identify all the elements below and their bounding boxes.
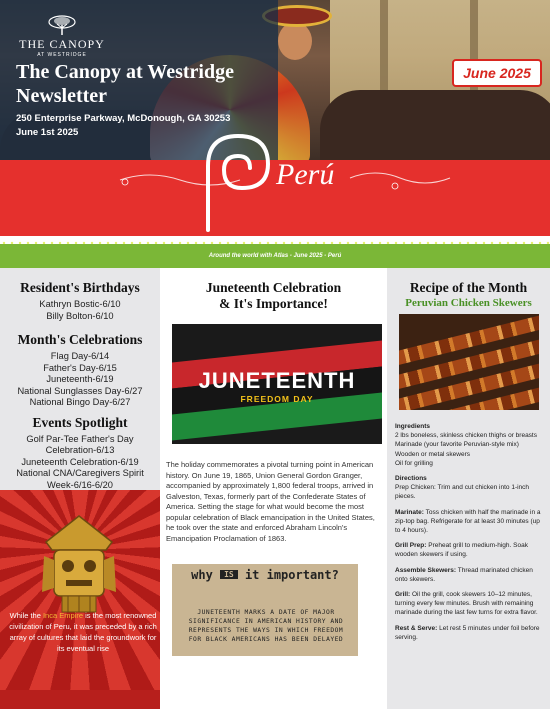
events-heading: Events Spotlight — [32, 414, 128, 430]
step-text: Prep Chicken: Trim and cut chicken into 1-inch pieces. — [395, 484, 530, 501]
peru-wordmark: Perú — [276, 158, 335, 191]
canopy-logo — [14, 14, 110, 58]
address: 250 Enterprise Parkway, McDonough, GA 30253 — [16, 113, 231, 124]
ingredient-item: Marinade (your favorite Peruvian-style mix) — [395, 441, 519, 449]
list-item: Golf Par-Tee Father's Day — [26, 433, 134, 444]
list-item: Celebration-6/13 — [45, 445, 115, 455]
skewers-photo — [399, 314, 539, 410]
juneteenth-body: The holiday commemorates a pivotal turning point in American history. On June 19, 1865, Union General Gordon Granger, accompanied by approximately 1,800 federal troops, arrived in Galveston, Texas, formerly part of the Confederate States of America. Setting the stage for what would become the most popular celebration of Black emancipation in the United States, he took over the state and enforced Abraham Lincoln's Emancipation Proclamation of 1863. — [166, 460, 375, 543]
juneteenth-heading-line1: Juneteenth Celebration — [205, 280, 342, 295]
list-item: Flag Day-6/14 — [50, 351, 110, 361]
why-heading: why IS it important? — [191, 568, 339, 582]
step-text: Preheat grill to medium-high. Soak wooden skewers if using. — [395, 542, 528, 559]
step-text: Toss chicken with half the marinade in a zip-top bag. Refrigerate for at least 30 minutes (up to 4 hours). — [395, 508, 541, 535]
step-label: Grill Prep: — [395, 542, 427, 550]
ingredient-item: 2 lbs boneless, skinless chicken thighs or breasts — [395, 432, 537, 440]
step-label: Grill: — [395, 591, 411, 599]
right-column — [387, 268, 550, 709]
why-text: JUNETEENTH MARKS A DATE OF MAJOR SIGNIFICANCE IN AMERICAN HISTORY AND REPRESENTS THE WAYS IN WHICH FREEDOM FOR BLACK AMERICANS HAS BEEN DELAYED — [188, 609, 344, 643]
juneteenth-image-subtitle: FREEDOM DAY — [240, 394, 314, 404]
step-text: Let rest 5 minutes under foil before serving. — [395, 624, 540, 641]
list-item: Kathryn Bostic-6/10 — [39, 299, 121, 309]
caption-bar: Around the world with Atlas - June 2025 - Perú — [0, 244, 550, 268]
celebrations-heading: Month's Celebrations — [17, 332, 143, 347]
list-item: National Bingo Day-6/27 — [29, 397, 131, 407]
month-badge: June 2025 — [452, 59, 542, 87]
directions-label: Directions — [395, 475, 427, 483]
left-column — [0, 268, 160, 709]
inca-caption: While the Inca Empire is the most renowned civilization of Peru, it was preceded by a rich array of cultures that laid the groundwork for its eventual rise — [9, 611, 157, 653]
gold-mask-icon — [36, 512, 122, 618]
tree-icon — [47, 14, 77, 36]
why-important-box — [172, 564, 358, 656]
juneteenth-heading-line2: & It's Importance! — [219, 296, 328, 311]
list-item: Week-6/16-6/20 — [47, 479, 113, 490]
list-item: National CNA/Caregivers Spirit — [16, 468, 144, 478]
list-item: Juneteenth Celebration-6/19 — [21, 456, 139, 467]
list-item: Billy Bolton-6/10 — [46, 310, 114, 321]
birthdays-heading: Resident's Birthdays — [20, 280, 140, 295]
step-text: Thread marinated chicken onto skewers. — [395, 566, 533, 583]
issue-date: June 1st 2025 — [16, 127, 79, 138]
list-item: Juneteenth-6/19 — [46, 374, 114, 384]
inca-highlight: Inca Empire — [42, 611, 83, 620]
newsletter-title: The Canopy at Westridge Newsletter — [16, 61, 234, 107]
list-item: National Sunglasses Day-6/27 — [17, 385, 143, 396]
recipe-subtitle: Peruvian Chicken Skewers — [405, 297, 532, 309]
juneteenth-image — [172, 324, 382, 444]
ingredients-label: Ingredients — [395, 423, 431, 430]
middle-column — [160, 268, 387, 709]
recipe-heading: Recipe of the Month — [409, 280, 528, 295]
step-label: Marinate: — [395, 508, 424, 516]
peru-logo — [190, 126, 360, 238]
recipe-text — [395, 422, 547, 648]
inca-feature — [0, 490, 160, 709]
step-text: Oil the grill, cook skewers 10–12 minutes, turning every few minutes. Brush with remaining marinade during the last few turns for extra flavor. — [395, 591, 538, 617]
juneteenth-image-title: JUNETEENTH — [198, 368, 356, 393]
ingredient-item: Wooden or metal skewers — [395, 450, 471, 458]
ingredient-item: Oil for grilling — [395, 459, 433, 467]
logo-name: THE CANOPY — [19, 37, 105, 51]
logo-subtitle: AT WESTRIDGE — [37, 52, 87, 58]
step-label: Rest & Serve: — [395, 624, 438, 632]
step-label: Assemble Skewers: — [395, 566, 457, 574]
list-item: Father's Day-6/15 — [43, 362, 117, 373]
